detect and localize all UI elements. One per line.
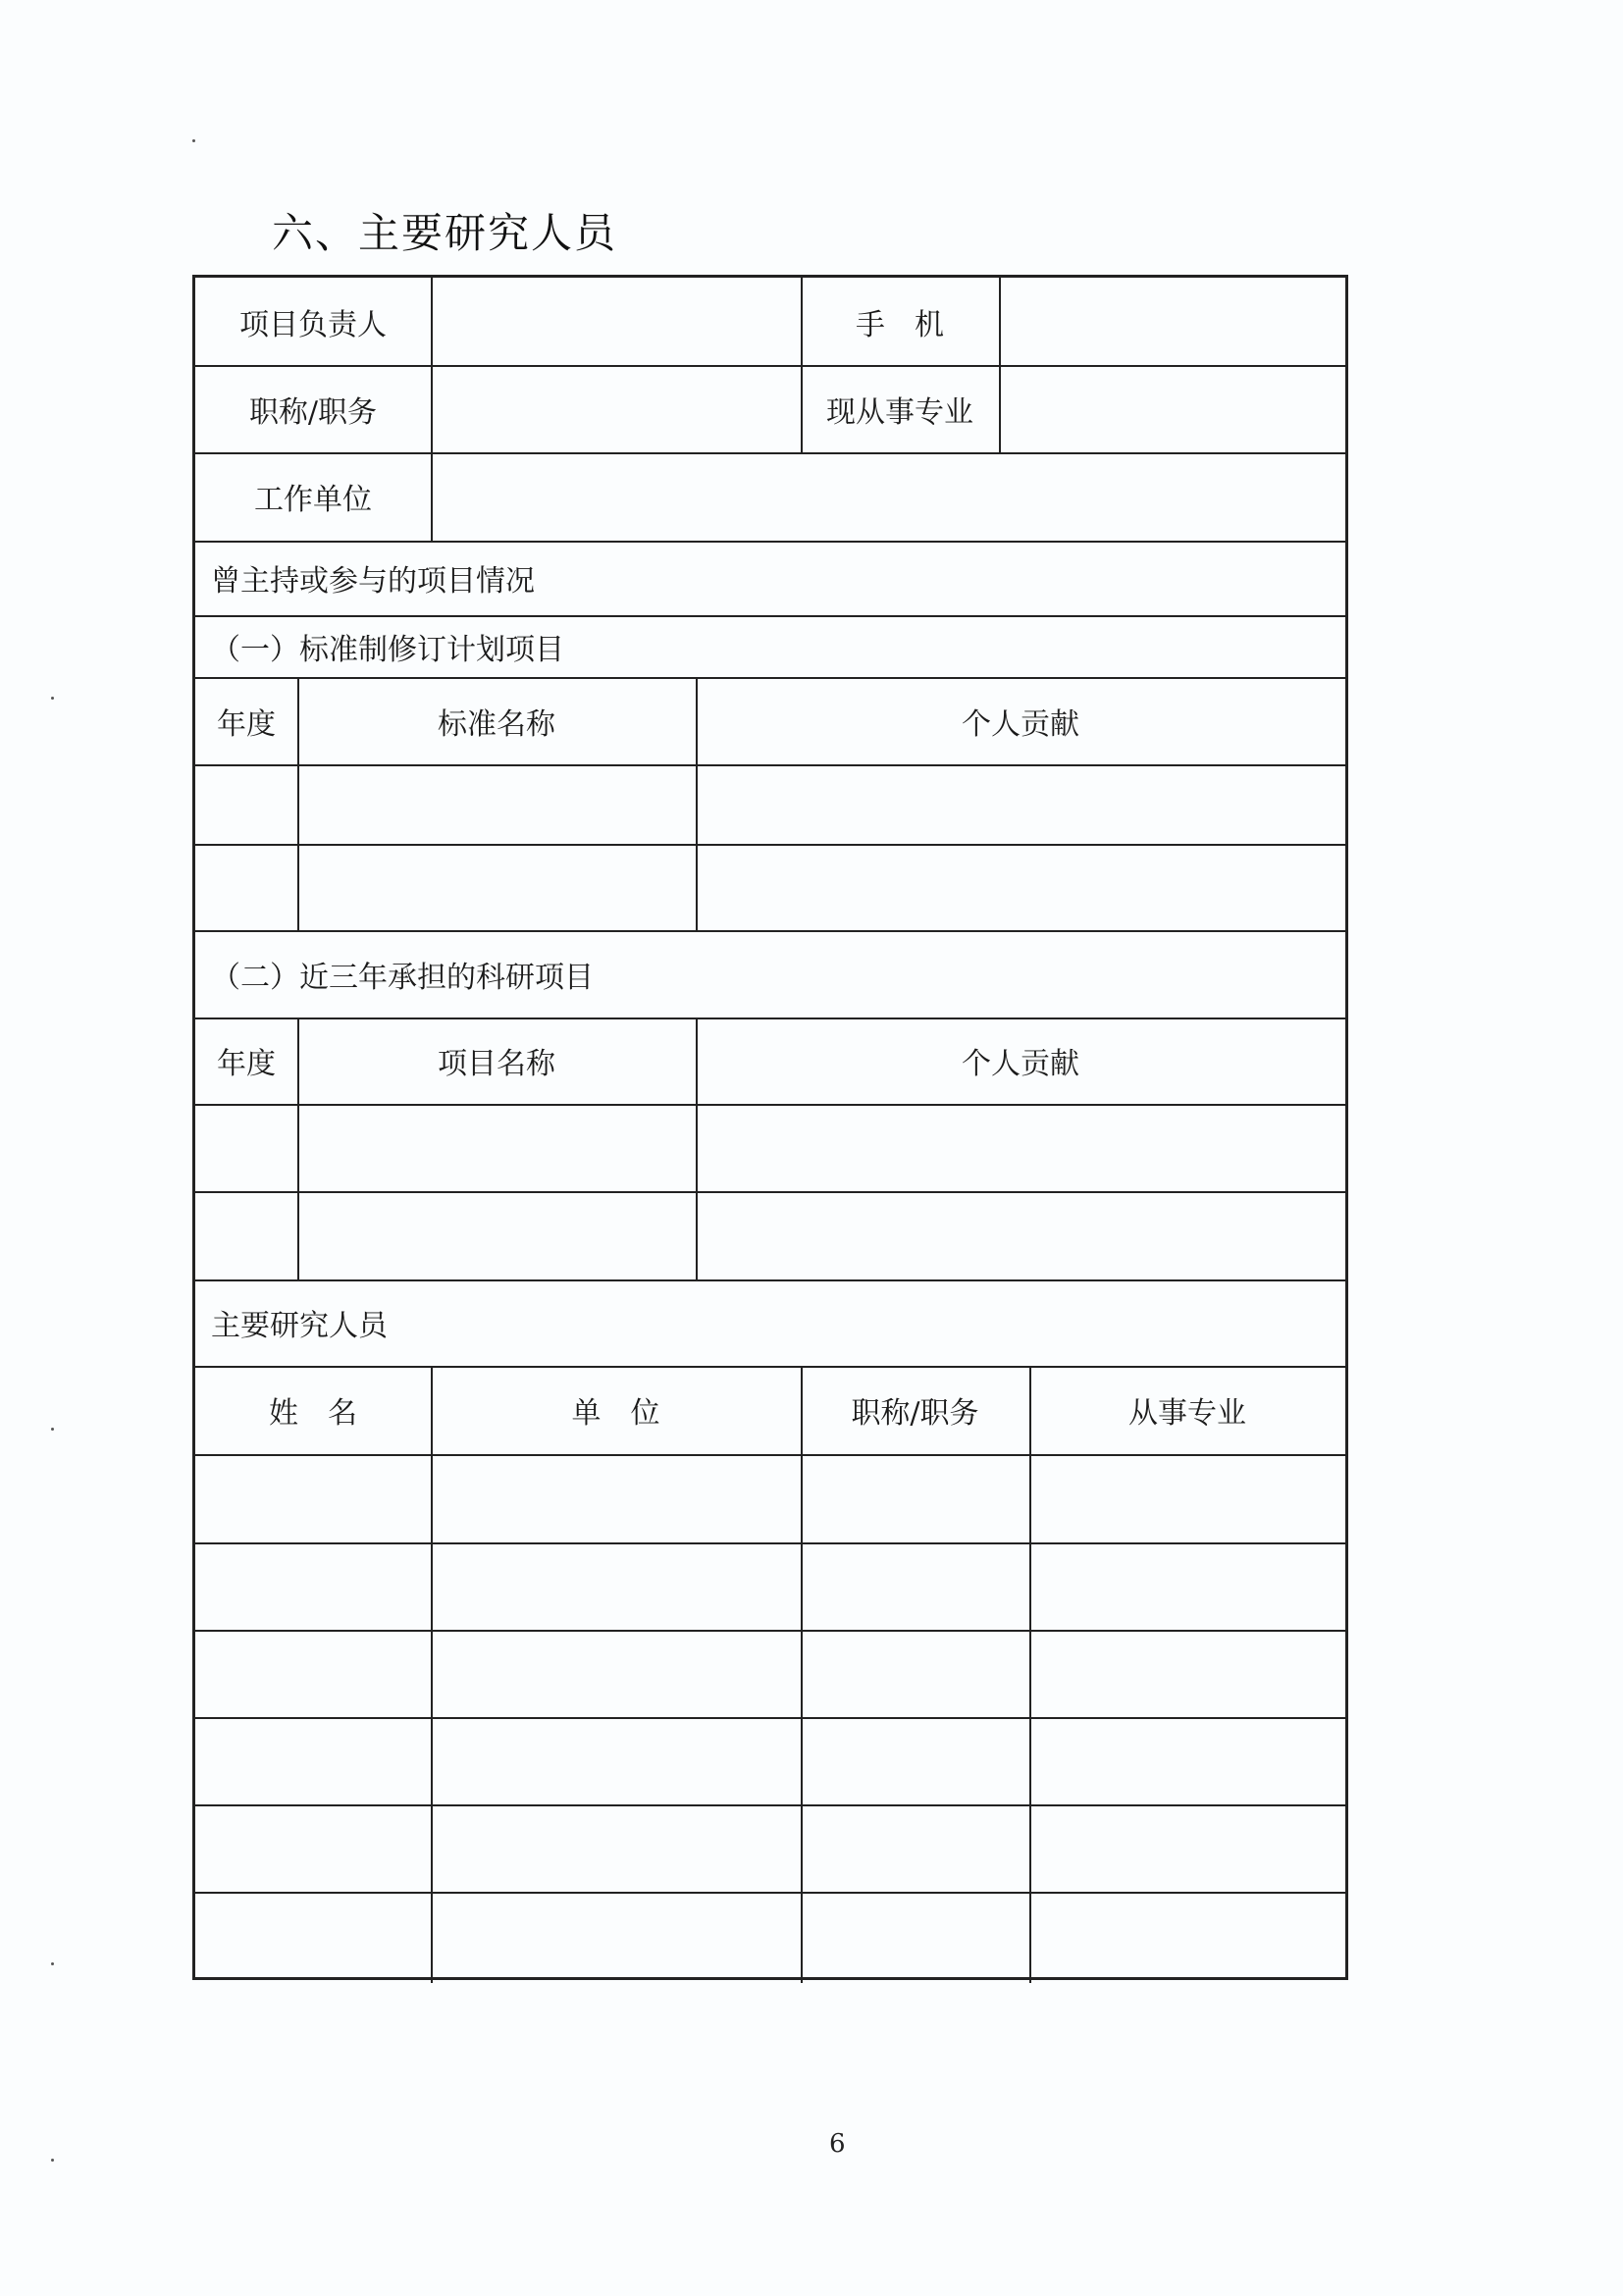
- staff-row-2-major[interactable]: [1029, 1542, 1345, 1630]
- staff-row-2-name[interactable]: [195, 1542, 431, 1630]
- unit-field[interactable]: [433, 452, 1345, 541]
- research-row-2-name[interactable]: [297, 1191, 696, 1279]
- standards-col-contribution: 个人贡献: [962, 706, 1079, 742]
- standards-row-1-year[interactable]: [195, 764, 297, 844]
- standards-row-2-name[interactable]: [297, 844, 696, 930]
- staff-row-3-unit[interactable]: [431, 1630, 801, 1717]
- phone-field[interactable]: [1001, 278, 1345, 365]
- scan-speck: [51, 1428, 54, 1431]
- research-row-2-year[interactable]: [195, 1191, 297, 1279]
- leader-field[interactable]: [433, 278, 801, 365]
- research-col-year: 年度: [217, 1047, 276, 1081]
- scan-speck: [51, 697, 54, 700]
- staff-row-4-major[interactable]: [1029, 1717, 1345, 1804]
- staff-row-1-major[interactable]: [1029, 1454, 1345, 1542]
- standards-row-2-year[interactable]: [195, 844, 297, 930]
- staff-col-title: 职称/职务: [851, 1396, 979, 1431]
- staff-col-major: 从事专业: [1128, 1396, 1246, 1431]
- staff-row-2-unit[interactable]: [431, 1542, 801, 1630]
- staff-row-6-name[interactable]: [195, 1892, 431, 1977]
- scan-speck: [51, 1962, 54, 1965]
- standards-col-name: 标准名称: [438, 706, 555, 742]
- staff-row-5-unit[interactable]: [431, 1804, 801, 1892]
- unit-label: 工作单位: [254, 483, 372, 517]
- history-heading: 曾主持或参与的项目情况: [211, 564, 535, 599]
- standards-col-year: 年度: [217, 706, 276, 742]
- staff-row-1-title[interactable]: [801, 1454, 1029, 1542]
- staff-row-6-major[interactable]: [1029, 1892, 1345, 1977]
- staff-row-6-title[interactable]: [801, 1892, 1029, 1977]
- research-row-1-year[interactable]: [195, 1104, 297, 1191]
- major-label: 现从事专业: [826, 394, 973, 430]
- staff-row-4-name[interactable]: [195, 1717, 431, 1804]
- scan-speck: [51, 2159, 54, 2162]
- staff-row-4-title[interactable]: [801, 1717, 1029, 1804]
- staff-row-1-name[interactable]: [195, 1454, 431, 1542]
- leader-label: 项目负责人: [239, 307, 387, 342]
- phone-label: 手 机: [856, 307, 944, 342]
- staff-row-5-major[interactable]: [1029, 1804, 1345, 1892]
- research-col-name: 项目名称: [438, 1047, 555, 1081]
- research-row-1-contribution[interactable]: [696, 1104, 1345, 1191]
- staff-row-4-unit[interactable]: [431, 1717, 801, 1804]
- standards-row-2-contribution[interactable]: [696, 844, 1345, 930]
- staff-row-3-name[interactable]: [195, 1630, 431, 1717]
- research-col-contribution: 个人贡献: [962, 1047, 1079, 1081]
- standards-row-1-contribution[interactable]: [696, 764, 1345, 844]
- staff-row-1-unit[interactable]: [431, 1454, 801, 1542]
- title-label: 职称/职务: [248, 394, 378, 430]
- researchers-form-table: [192, 275, 1348, 1980]
- staff-row-5-name[interactable]: [195, 1804, 431, 1892]
- staff-row-3-major[interactable]: [1029, 1630, 1345, 1717]
- staff-col-unit: 单 位: [571, 1396, 660, 1431]
- standards-row-1-name[interactable]: [297, 764, 696, 844]
- scan-speck: [192, 139, 195, 142]
- staff-row-3-title[interactable]: [801, 1630, 1029, 1717]
- staff-row-6-unit[interactable]: [431, 1892, 801, 1977]
- section-title: 六、主要研究人员: [272, 209, 618, 257]
- research-row-2-contribution[interactable]: [696, 1191, 1345, 1279]
- research-heading: （二）近三年承担的科研项目: [211, 960, 594, 995]
- staff-row-5-title[interactable]: [801, 1804, 1029, 1892]
- title-field[interactable]: [433, 365, 801, 452]
- staff-heading: 主要研究人员: [211, 1309, 388, 1343]
- major-field[interactable]: [1001, 365, 1345, 452]
- page-number: 6: [829, 2129, 846, 2159]
- research-row-1-name[interactable]: [297, 1104, 696, 1191]
- standards-heading: （一）标准制修订计划项目: [211, 632, 564, 667]
- staff-row-2-title[interactable]: [801, 1542, 1029, 1630]
- staff-col-name: 姓 名: [269, 1396, 357, 1431]
